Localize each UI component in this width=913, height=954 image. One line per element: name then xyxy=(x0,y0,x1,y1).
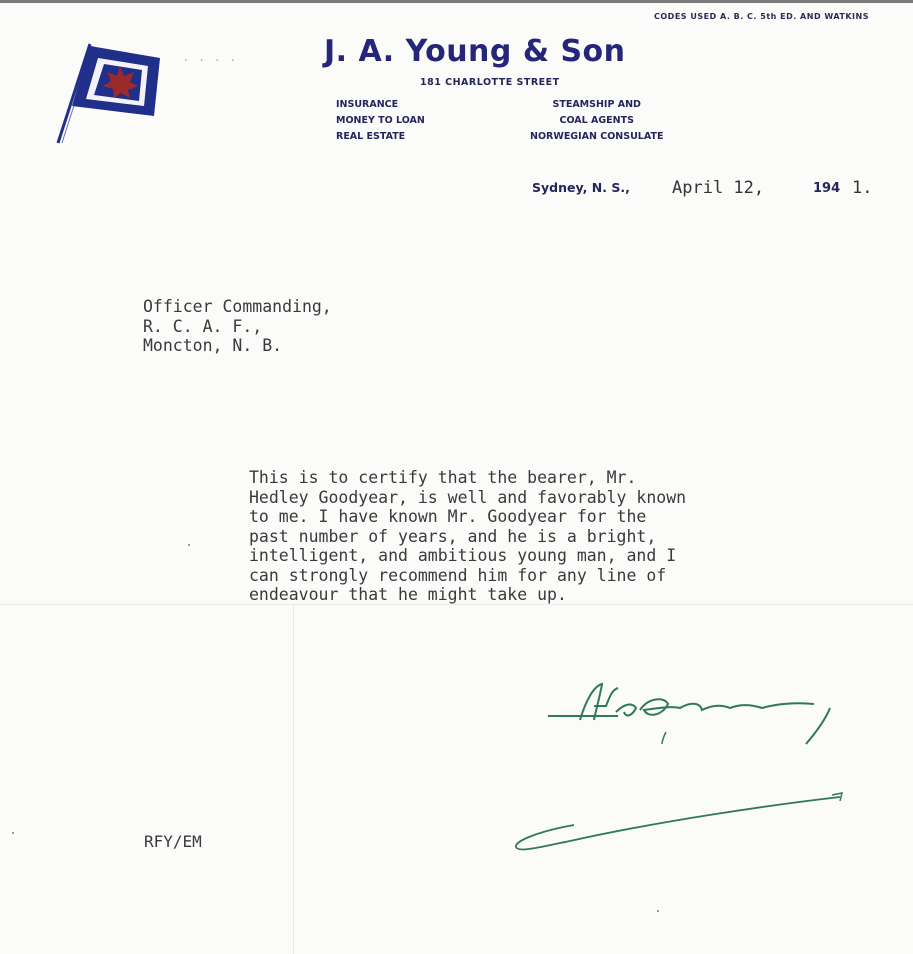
body-line: Hedley Goodyear, is well and favorably known xyxy=(249,487,687,507)
body-line: can strongly recommend him for any line of xyxy=(249,565,667,585)
recipient-block xyxy=(143,297,332,356)
recipient-line: Moncton, N. B. xyxy=(143,336,283,355)
letter-date: April 12, xyxy=(672,178,765,198)
service-item: NORWEGIAN CONSULATE xyxy=(530,131,664,142)
service-item: COAL AGENTS xyxy=(559,115,634,126)
year-suffix: 1. xyxy=(852,178,873,198)
body-line: past number of years, and he is a bright, xyxy=(249,526,657,546)
fold-line-vertical xyxy=(293,604,294,954)
paper-speck xyxy=(657,910,659,912)
paper-speck xyxy=(188,544,190,546)
service-item: STEAMSHIP AND xyxy=(552,99,641,110)
handwritten-signature xyxy=(540,672,840,762)
service-item: INSURANCE xyxy=(336,99,399,110)
service-item: REAL ESTATE xyxy=(336,131,406,142)
company-flag-logo xyxy=(50,40,165,145)
service-item: MONEY TO LOAN xyxy=(336,115,425,126)
telegraph-codes: CODES USED A. B. C. 5th ED. AND WATKINS xyxy=(654,12,869,21)
year-prefix: 194 xyxy=(813,181,841,196)
paper-speck xyxy=(12,832,14,834)
services-left xyxy=(336,97,425,145)
decorative-dots: . . . . xyxy=(184,50,239,64)
letter-body xyxy=(249,468,686,605)
recipient-line: Officer Commanding, xyxy=(143,297,332,316)
company-address: 181 CHARLOTTE STREET xyxy=(420,77,560,88)
recipient-line: R. C. A. F., xyxy=(143,316,263,336)
company-name: J. A. Young & Son xyxy=(324,34,626,69)
body-line: intelligent, and ambitious young man, and I xyxy=(249,546,677,565)
body-line: to me. I have known Mr. Goodyear for the xyxy=(249,507,647,526)
letter-place: Sydney, N. S., xyxy=(532,180,630,195)
services-right xyxy=(530,97,663,145)
signature-flourish xyxy=(510,785,850,860)
body-line: endeavour that he might take up. xyxy=(249,585,567,604)
typist-initials: RFY/EM xyxy=(144,832,202,851)
body-line: This is to certify that the bearer, Mr. xyxy=(249,468,637,487)
